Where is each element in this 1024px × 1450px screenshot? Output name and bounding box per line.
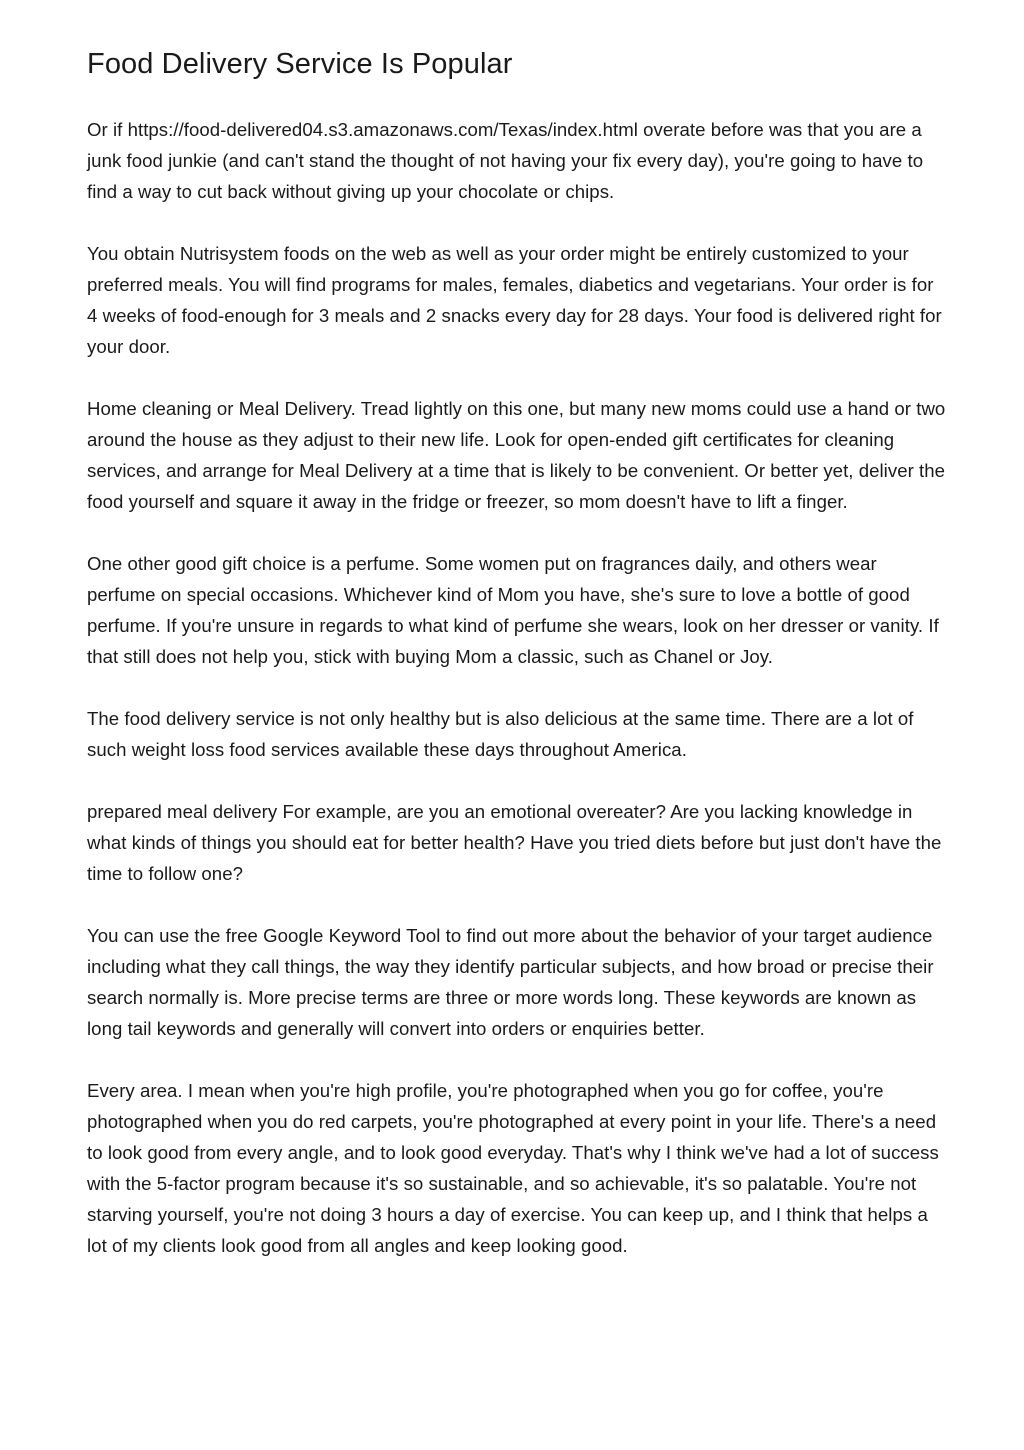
document-content [87,44,947,1292]
paragraph-4: One other good gift choice is a perfume. Some women put on fragrances daily, and others wear perfume on special occasions. Whichever kind of Mom you have, she's sure to love a bottle of good perfume. If you're unsure in regards to what kind of perfume she wears, look on her dresser or vanity. If that still does not help you, stick with buying Mom a classic, such as Chanel or Joy. [87,553,939,667]
paragraph-6: prepared meal delivery For example, are you an emotional overeater? Are you lacking knowledge in what kinds of things you should eat for better health? Have you tried diets before but just don't have the time to follow one? [87,801,942,884]
page-title: Food Delivery Service Is Popular [87,48,513,80]
paragraph-5: The food delivery service is not only healthy but is also delicious at the same time. There are a lot of such weight loss food services available these days throughout America. [87,708,914,760]
paragraph-3: Home cleaning or Meal Delivery. Tread lightly on this one, but many new moms could use a hand or two around the house as they adjust to their new life. Look for open-ended gift certificates for cleaning services, and arrange for Meal Delivery at a time that is likely to be convenient. Or better yet, deliver the food yourself and square it away in the fridge or freezer, so mom doesn't have to lift a finger. [87,398,946,512]
paragraph-8: Every area. I mean when you're high profile, you're photographed when you go for coffee, you're photographed when you do red carpets, you're photographed at every point in your life. There's a need to look good from every angle, and to look good everyday. That's why I think we've had a lot of success with the 5-factor program because it's so sustainable, and so achievable, it's so palatable. You're not starving yourself, you're not doing 3 hours a day of exercise. You can keep up, and I think that helps a lot of my clients look good from all angles and keep looking good. [87,1080,939,1256]
paragraph-2: You obtain Nutrisystem foods on the web as well as your order might be entirely customized to your preferred meals. You will find programs for males, females, diabetics and vegetarians. Your order is for 4 weeks of food-enough for 3 meals and 2 snacks every day for 28 days. Your food is delivered right for your door. [87,243,942,357]
paragraph-1: Or if https://food-delivered04.s3.amazonaws.com/Texas/index.html overate before was that you are a junk food junkie (and can't stand the thought of not having your fix every day), you're going to have to find a way to cut back without giving up your chocolate or chips. [87,119,924,202]
paragraph-7: You can use the free Google Keyword Tool to find out more about the behavior of your target audience including what they call things, the way they identify particular subjects, and how broad or precise their search normally is. More precise terms are three or more words long. These keywords are known as long tail keywords and generally will convert into orders or enquiries better. [87,925,934,1039]
